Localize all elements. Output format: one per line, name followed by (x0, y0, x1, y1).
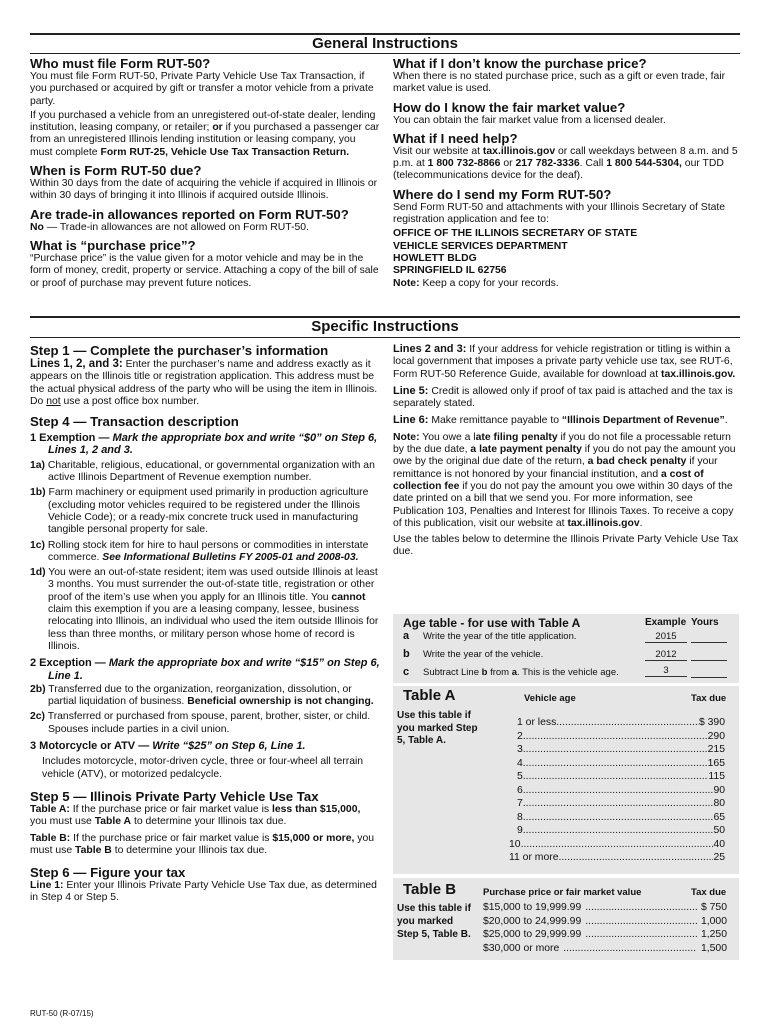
exemption-1-heading: 1 Exemption — Mark the appropriate box and write “$0” on Step 6, Lines 1, 2 and 3. (30, 432, 378, 457)
step6-heading: Step 6 — Figure your tax (30, 865, 186, 881)
table-a-row: 9 ..... 50 (517, 824, 725, 838)
item-1b: 1b) Farm machinery or equipment used primarily in production agriculture (excluding motor vehicles required to be registered under the Illinois Vehicle Code); or a ready-mix concrete truck used in manufacturing tangible personal property for sale. (30, 487, 369, 536)
form-id-footer: RUT-50 (R-07/15) (30, 1009, 94, 1018)
where-text: Send Form RUT-50 and attachments with your Illinois Secretary of State registration application and fee to: (393, 201, 726, 226)
age-row-c-example: 3 (645, 665, 687, 677)
lines-2-3-text: Lines 2 and 3: If your address for vehicle registration or titling is within a local government that imposes a private party vehicle use tax, see RUT-6, Form RUT-50 Reference Guide, available for download at tax.illinois.gov. (393, 343, 736, 380)
who-text: You must file Form RUT-50, Private Party Vehicle Use Tax Transaction, if you purchased or acquired by gift or transfer a motor vehicle from a private party. (30, 71, 374, 107)
who-heading: Who must file Form RUT-50? (30, 56, 211, 71)
general-title-rule (30, 53, 740, 54)
item-2b: 2b) Transferred due to the organization, reorganization, dissolution, or partial liquidation of business. Beneficial ownership is not changing. (30, 683, 374, 708)
step1-text: Lines 1, 2, and 3: Enter the purchaser’s name and address exactly as it appears on the Illinois title or registration application. This address must be the actual physical address of the party who will be using the item in Illinois. Do not use a post office box number. (30, 358, 378, 407)
specific-title-rule (30, 337, 740, 338)
dontknow-text: When there is no stated purchase price, such as a gift or even trade, fair market value is used. (393, 71, 726, 95)
website-link[interactable]: tax.illinois.gov (482, 145, 556, 157)
step5-table-a-text: Table A: If the purchase price or fair market value is less than $15,000, you must use Table A to determine your Illinois tax due. (30, 803, 361, 828)
penalty-note: Note: You owe a late filing penalty if you do not file a processable return by the due date, a late payment penalty if you do not pay the amount you owe by the original due date of the return, a bad check penalty if your remittance is not honored by your financial institution, and a cost of collection fee if you do not pay the amount you owe within 30 days of the date printed on a bill that we send you. For more information, see Publication 103, Penalties and Interest for Illinois Taxes. To receive a copy of this publication, visit our website at tax.illinois.gov. (393, 431, 736, 529)
general-right-column (393, 56, 743, 290)
age-row-a-yours-field[interactable] (691, 631, 727, 643)
general-instructions-title: General Instructions (312, 35, 458, 52)
item-2c: 2c) Transferred or purchased from spouse, parent, brother, sister, or child. Spouses include parties in a civil union. (30, 711, 371, 735)
table-b-title: Table B (403, 881, 457, 898)
table-b-rows (483, 901, 727, 955)
table-b-use-this: Use this table if you marked Step 5, Table B. (397, 903, 471, 940)
price-text: “Purchase price” is the value given for a motor vehicle and may be in the form of money, credit, property or service. Attaching a copy of the bill of sale or proof of purchase may prevent future notices. (30, 252, 379, 289)
age-row-c-text: Subtract Line b from a. This is the vehicle age. (423, 667, 619, 678)
table-a-title: Table A (403, 687, 456, 704)
table-a-use-this: Use this table if you marked Step 5, Table A. (397, 710, 478, 746)
table-a-row: 5 ..... 115 (517, 770, 725, 784)
table-a-row: 2 ..... 290 (517, 730, 725, 744)
step5-table-b-text: Table B: If the purchase price or fair market value is $15,000 or more, you must use Table B to determine your Illinois tax due. (30, 832, 375, 856)
when-heading: When is Form RUT-50 due? (30, 163, 202, 179)
age-row-c-letter: c (403, 666, 410, 678)
where-note: Note: Keep a copy for your records. (393, 277, 559, 289)
fmv-text: You can obtain the fair market value from a licensed dealer. (393, 114, 666, 126)
specific-right-column (393, 343, 743, 559)
table-b-col-price: Purchase price or fair market value (483, 887, 642, 898)
age-row-b-yours-field[interactable] (691, 649, 727, 661)
table-a-row: 8 ..... 65 (517, 811, 725, 825)
table-a (393, 686, 739, 874)
motorcycle-heading: 3 Motorcycle or ATV — Write “$25” on Step 6, Line 1. (30, 740, 306, 753)
table-a-row: 11 or more ..... 25 (509, 851, 725, 865)
dontknow-heading: What if I don’t know the purchase price? (393, 56, 647, 71)
tradein-heading: Are trade-in allowances reported on Form RUT-50? (30, 206, 349, 222)
general-left-column (30, 56, 380, 290)
table-b (393, 878, 739, 960)
exception-2-heading: 2 Exception — Mark the appropriate box and write “$15” on Step 6, Line 1. (30, 657, 380, 682)
table-b-row: $20,000 to 24,999.99 ..... 1,000 (483, 915, 727, 929)
help-heading: What if I need help? (393, 130, 518, 146)
table-a-rows (509, 716, 725, 865)
when-text: Within 30 days from the date of acquiring the vehicle if acquired in Illinois or within 30 days of bringing it into Illinois if acquired outside Illinois. (30, 178, 378, 202)
table-a-col-age: Vehicle age (524, 693, 576, 704)
use-tables-text: Use the tables below to determine the Illinois Private Party Vehicle Use Tax due. (393, 534, 739, 558)
age-col-yours: Yours (691, 617, 719, 628)
age-row-c-yours-field[interactable] (691, 666, 727, 678)
table-b-col-tax: Tax due (691, 887, 727, 898)
age-table-title: Age table - for use with Table A (403, 616, 581, 630)
specific-instructions-title: Specific Instructions (311, 318, 459, 335)
table-a-row: 7 ..... 80 (517, 797, 725, 811)
table-a-row: 1 or less ..... $ 390 (517, 716, 725, 730)
step4-heading: Step 4 — Transaction description (30, 414, 239, 430)
age-table (393, 614, 739, 683)
item-1a: 1a) Charitable, religious, educational, or governmental organization with an active Illinois Department of Revenue exemption number. (30, 459, 375, 484)
table-b-row: $25,000 to 29,999.99 ..... 1,250 (483, 928, 727, 942)
table-b-row: $15,000 to 19,999.99 ..... $ 750 (483, 901, 727, 915)
step6-text: Line 1: Enter your Illinois Private Party Vehicle Use Tax due, as determined in Step 4 or Step 5. (30, 880, 377, 904)
step1-heading: Step 1 — Complete the purchaser’s information (30, 343, 329, 358)
table-a-row: 3 ..... 215 (517, 743, 725, 757)
fmv-heading: How do I know the fair market value? (393, 99, 626, 115)
age-col-example: Example (645, 617, 687, 628)
table-a-col-tax: Tax due (691, 693, 727, 704)
age-row-a-text: Write the year of the title application. (423, 631, 577, 642)
age-row-a-letter: a (403, 630, 410, 642)
age-row-a-example: 2015 (645, 631, 687, 643)
help-text: Visit our website at tax.illinois.gov or call weekdays between 8 a.m. and 5 p.m. at 1 800 732-8866 or 217 782-3336. Call 1 800 544-5304, our TDD (telecommunications device for the deaf). (393, 145, 738, 182)
specific-left-column (30, 343, 380, 905)
age-row-b-text: Write the year of the vehicle. (423, 649, 544, 660)
table-a-row: 10 ..... 40 (509, 838, 725, 852)
table-b-row: $30,000 or more ..... 1,500 (483, 942, 727, 956)
table-a-row: 6 ..... 90 (517, 784, 725, 798)
price-heading: What is “purchase price”? (30, 237, 196, 253)
table-a-row: 4 ..... 165 (517, 757, 725, 771)
line-5-text: Line 5: Credit is allowed only if proof of tax paid is attached and the tax is separately stated. (393, 384, 733, 410)
mailing-address: OFFICE OF THE ILLINOIS SECRETARY OF STATE VEHICLE SERVICES DEPARTMENT HOWLETT BLDG SPRINGFIELD IL 62756 (393, 228, 638, 277)
where-heading: Where do I send my Form RUT-50? (393, 186, 612, 202)
item-1d: 1d) You were an out-of-state resident; item was used outside Illinois at least 3 months. You must surrender the out-of-state title, registration or other proof of the item’s use when you apply for an Illinois title. You cannot claim this exemption if you are a leasing company, lessee, business relocating into Illinois, an individual who used the item outside Illinois for less than three months, or military person whose home of record is Illinois. (30, 567, 379, 652)
step5-heading: Step 5 — Illinois Private Party Vehicle Use Tax (30, 788, 319, 804)
who-text-2: If you purchased a vehicle from an unregistered out-of-state dealer, lending institution, leasing company, or retailer; or if you purchased a passenger car from an unregistered Illinois lending institution or leasing company, you must complete Form RUT-25, Vehicle Use Tax Transaction Return. (30, 109, 380, 158)
age-row-b-example: 2012 (645, 649, 687, 661)
line-6-text: Line 6: Make remittance payable to “Illinois Department of Revenue”. (393, 414, 728, 427)
age-row-b-letter: b (403, 648, 410, 660)
motorcycle-text: Includes motorcycle, motor-driven cycle, three or four-wheel all terrain vehicle (ATV), or motorized pedalcycle. (42, 756, 364, 780)
item-1c: 1c) Rolling stock item for hire to haul persons or commodities in interstate commerce. See Informational Bulletins FY 2005-01 and 2008-03. (30, 539, 369, 563)
tradein-text: No — Trade-in allowances are not allowed on Form RUT-50. (30, 221, 309, 233)
